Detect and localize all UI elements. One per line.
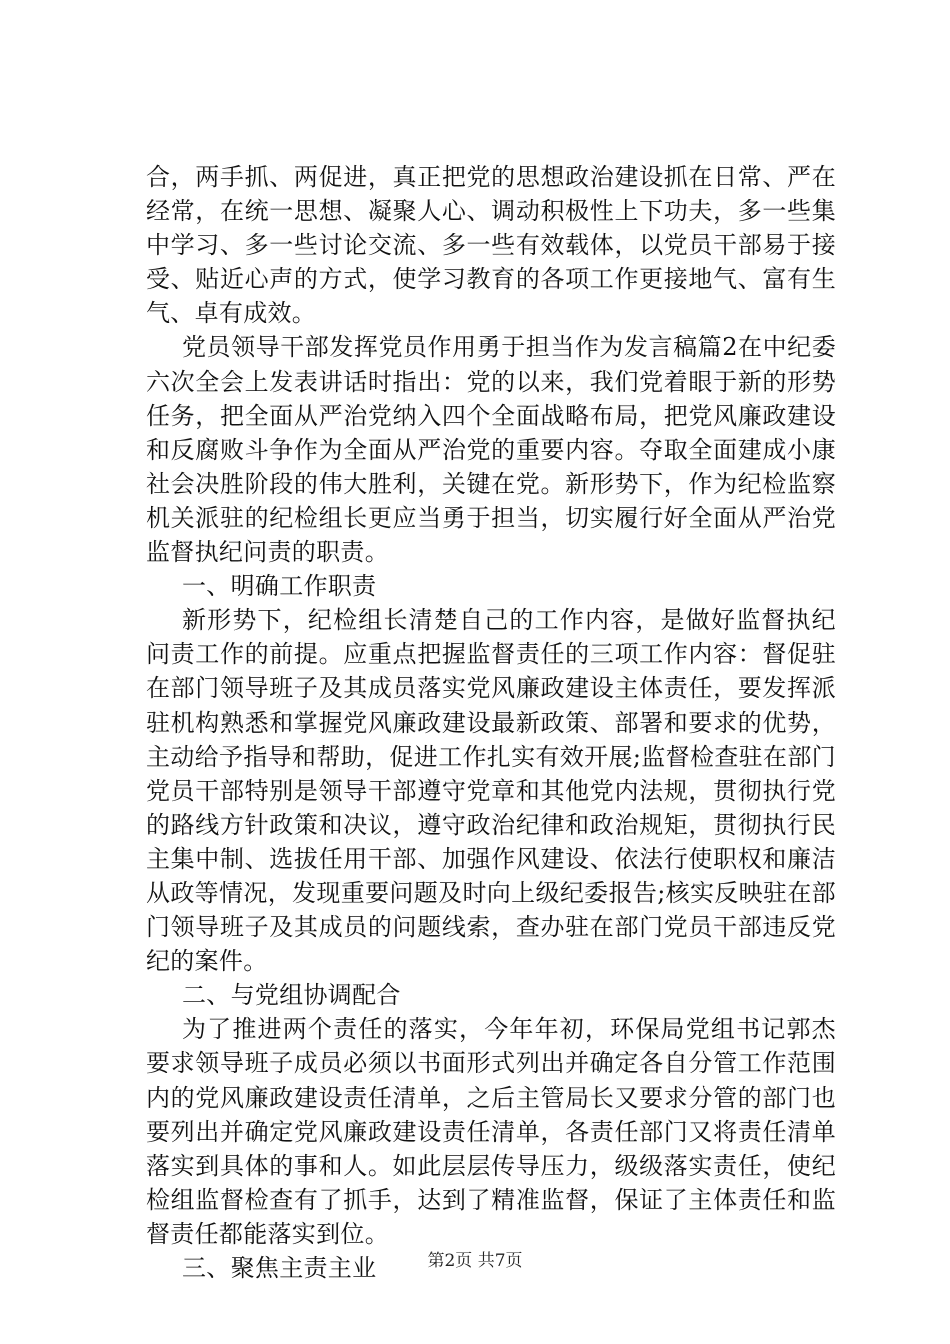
paragraph-section-1: 新形势下，纪检组长清楚自己的工作内容，是做好监督执纪问责工作的前提。应重点把握监督责任的三项工作内容：督促驻在部门领导班子及其成员落实党风廉政建设主体责任，要发挥派驻机构熟悉和掌握党风廉政建设最新政策、部署和要求的优势，主动给予指导和帮助，促进工作扎实有效开展;监督检查驻在部门党员干部特别是领导干部遵守党章和其他党内法规，贯彻执行党的路线方针政策和决议，遵守政治纪律和政治规矩，贯彻执行民主集中制、选拔任用干部、加强作风建设、依法行使职权和廉洁从政等情况，发现重要问题及时向上级纪委报告;核实反映驻在部门领导班子及其成员的问题线索，查办驻在部门党员干部违反党纪的案件。 — [146, 606, 836, 976]
paragraph-section-2: 为了推进两个责任的落实，今年年初，环保局党组书记郭杰要求领导班子成员必须以书面形式列出并确定各自分管工作范围内的党风廉政建设责任清单，之后主管局长又要求分管的部门也要列出并确定党风廉政建设责任清单，各责任部门又将责任清单落实到具体的事和人。如此层层传导压力，级级落实责任，使纪检组监督检查有了抓手，达到了精准监督，保证了主体责任和监督责任都能落实到位。 — [146, 1015, 836, 1248]
paragraph-speech-intro: 党员领导干部发挥党员作用勇于担当作为发言稿篇2在中纪委六次全会上发表讲话时指出：党的以来，我们党着眼于新的形势任务，把全面从严治党纳入四个全面战略布局，把党风廉政建设和反腐败斗争作为全面从严治党的重要内容。夺取全面建成小康社会决胜阶段的伟大胜利，关键在党。新形势下，作为纪检监察机关派驻的纪检组长更应当勇于担当，切实履行好全面从严治党监督执纪问责的职责。 — [146, 333, 836, 567]
section-heading-2: 二、与党组协调配合 — [182, 981, 401, 1010]
section-heading-3: 三、聚焦主责主业 — [182, 1254, 377, 1282]
document-body — [146, 160, 836, 1285]
page-number-footer: 第2页 共7页 — [427, 1251, 523, 1271]
section-heading-1: 一、明确工作职责 — [182, 572, 377, 601]
paragraph-continuation: 合，两手抓、两促进，真正把党的思想政治建设抓在日常、严在经常，在统一思想、凝聚人心、调动积极性上下功夫，多一些集中学习、多一些讨论交流、多一些有效载体，以党员干部易于接受、贴近心声的方式，使学习教育的各项工作更接地气、富有生气、卓有成效。 — [146, 163, 836, 328]
